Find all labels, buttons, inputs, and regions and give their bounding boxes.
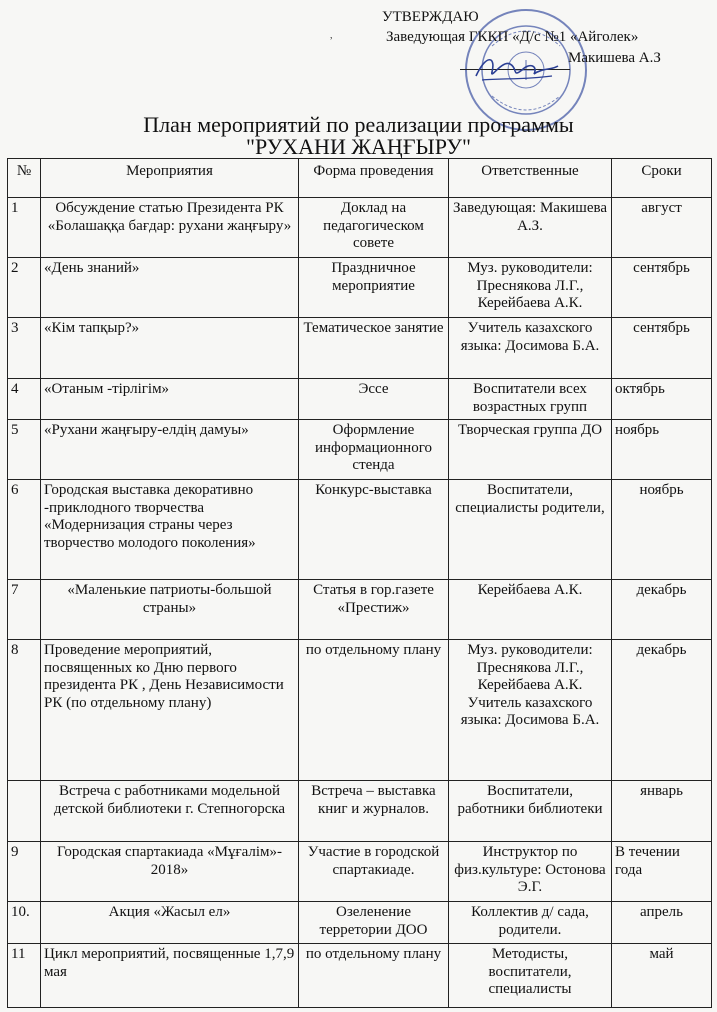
- header-event: Мероприятия: [41, 159, 299, 198]
- row-event: «Отаным -тірлігім»: [41, 379, 299, 420]
- row-responsible: Коллектив д/ сада, родители.: [449, 902, 612, 944]
- approver-position: Заведующая ГККП «Д/с №1 «Айголек»: [386, 29, 639, 45]
- row-responsible: Учитель казахского языка: Досимова Б.А.: [449, 318, 612, 379]
- approver-name: Макишева А.З: [568, 50, 661, 66]
- row-event: Цикл мероприятий, посвященные 1,7,9 мая: [41, 944, 299, 1008]
- row-event: Акция «Жасыл ел»: [41, 902, 299, 944]
- row-form: Эссе: [299, 379, 449, 420]
- approval-block: [0, 6, 717, 76]
- row-form: Праздничное мероприятие: [299, 258, 449, 318]
- row-responsible: Воспитатели всех возрастных групп: [449, 379, 612, 420]
- row-event: «Рухани жаңғыру-елдің дамуы»: [41, 420, 299, 480]
- row-num: 4: [8, 379, 41, 420]
- row-term: ноябрь: [612, 480, 712, 580]
- title-line-2: "РУХАНИ ЖАҢҒЫРУ": [246, 134, 471, 159]
- table-row: [8, 318, 712, 379]
- row-form: по отдельному плану: [299, 944, 449, 1008]
- row-term: сентябрь: [612, 258, 712, 318]
- row-responsible: Инструктор по физ.культуре: Остонова Э.Г.: [449, 842, 612, 902]
- row-num: 8: [8, 640, 41, 781]
- mark-icon: ,: [330, 30, 333, 41]
- document-title: [0, 114, 717, 158]
- table-row: [8, 902, 712, 944]
- row-responsible: Муз. руководители: Преснякова Л.Г., Керейбаева А.К. Учитель казахского языка: Досимова Б.А.: [449, 640, 612, 781]
- events-table: [7, 158, 712, 1008]
- table-row: [8, 420, 712, 480]
- row-term: октябрь: [612, 379, 712, 420]
- row-responsible: Воспитатели, специалисты родители,: [449, 480, 612, 580]
- row-form: Встреча – выставка книг и журналов.: [299, 781, 449, 842]
- table-row: [8, 480, 712, 580]
- row-term: январь: [612, 781, 712, 842]
- approve-label: УТВЕРЖДАЮ: [382, 9, 479, 25]
- row-term: май: [612, 944, 712, 1008]
- row-event: Проведение мероприятий, посвященных ко Дню первого президента РК , День Независимости РК (по отдельному плану): [41, 640, 299, 781]
- row-form: Статья в гор.газете «Престиж»: [299, 580, 449, 640]
- row-term: декабрь: [612, 640, 712, 781]
- table-row: [8, 781, 712, 842]
- table-row: [8, 379, 712, 420]
- row-term: август: [612, 198, 712, 258]
- row-num: 6: [8, 480, 41, 580]
- row-num: 9: [8, 842, 41, 902]
- row-form: Участие в городской спартакиаде.: [299, 842, 449, 902]
- row-num: 10.: [8, 902, 41, 944]
- row-event: Городская спартакиада «Мұғалім»- 2018»: [41, 842, 299, 902]
- header-responsible: Ответственные: [449, 159, 612, 198]
- row-num: 11: [8, 944, 41, 1008]
- row-event: «День знаний»: [41, 258, 299, 318]
- row-event: Обсуждение статью Президента РК «Болашаққа бағдар: рухани жаңғыру»: [41, 198, 299, 258]
- row-num: 2: [8, 258, 41, 318]
- row-responsible: Методисты, воспитатели, специалисты: [449, 944, 612, 1008]
- table-row: [8, 944, 712, 1008]
- row-responsible: Творческая группа ДО: [449, 420, 612, 480]
- row-form: Оформление информационного стенда: [299, 420, 449, 480]
- row-num: [8, 781, 41, 842]
- header-form: Форма проведения: [299, 159, 449, 198]
- title-line-1: План мероприятий по реализации программы: [143, 112, 574, 137]
- row-event: Городская выставка декоративно -приклодного творчества «Модернизация страны через творчество молодого поколения»: [41, 480, 299, 580]
- row-term: апрель: [612, 902, 712, 944]
- row-form: по отдельному плану: [299, 640, 449, 781]
- row-responsible: Воспитатели, работники библиотеки: [449, 781, 612, 842]
- row-responsible: Заведующая: Макишева А.З.: [449, 198, 612, 258]
- row-num: 1: [8, 198, 41, 258]
- row-term: декабрь: [612, 580, 712, 640]
- row-term: В течении года: [612, 842, 712, 902]
- row-num: 7: [8, 580, 41, 640]
- table-row: [8, 842, 712, 902]
- row-event: «Кім тапқыр?»: [41, 318, 299, 379]
- row-term: ноябрь: [612, 420, 712, 480]
- table-header-row: [8, 159, 712, 198]
- table-row: [8, 640, 712, 781]
- row-responsible: Керейбаева А.К.: [449, 580, 612, 640]
- row-form: Тематическое занятие: [299, 318, 449, 379]
- row-responsible: Муз. руководители: Преснякова Л.Г., Керейбаева А.К.: [449, 258, 612, 318]
- signature-icon: [472, 50, 562, 86]
- header-num: №: [8, 159, 41, 198]
- row-num: 5: [8, 420, 41, 480]
- table-row: [8, 198, 712, 258]
- row-num: 3: [8, 318, 41, 379]
- table-row: [8, 258, 712, 318]
- row-event: Встреча с работниками модельной детской библиотеки г. Степногорска: [41, 781, 299, 842]
- row-term: сентябрь: [612, 318, 712, 379]
- row-event: «Маленькие патриоты-большой страны»: [41, 580, 299, 640]
- row-form: Доклад на педагогическом совете: [299, 198, 449, 258]
- table-row: [8, 580, 712, 640]
- row-form: Конкурс-выставка: [299, 480, 449, 580]
- header-term: Сроки: [612, 159, 712, 198]
- row-form: Озеленение терретории ДОО: [299, 902, 449, 944]
